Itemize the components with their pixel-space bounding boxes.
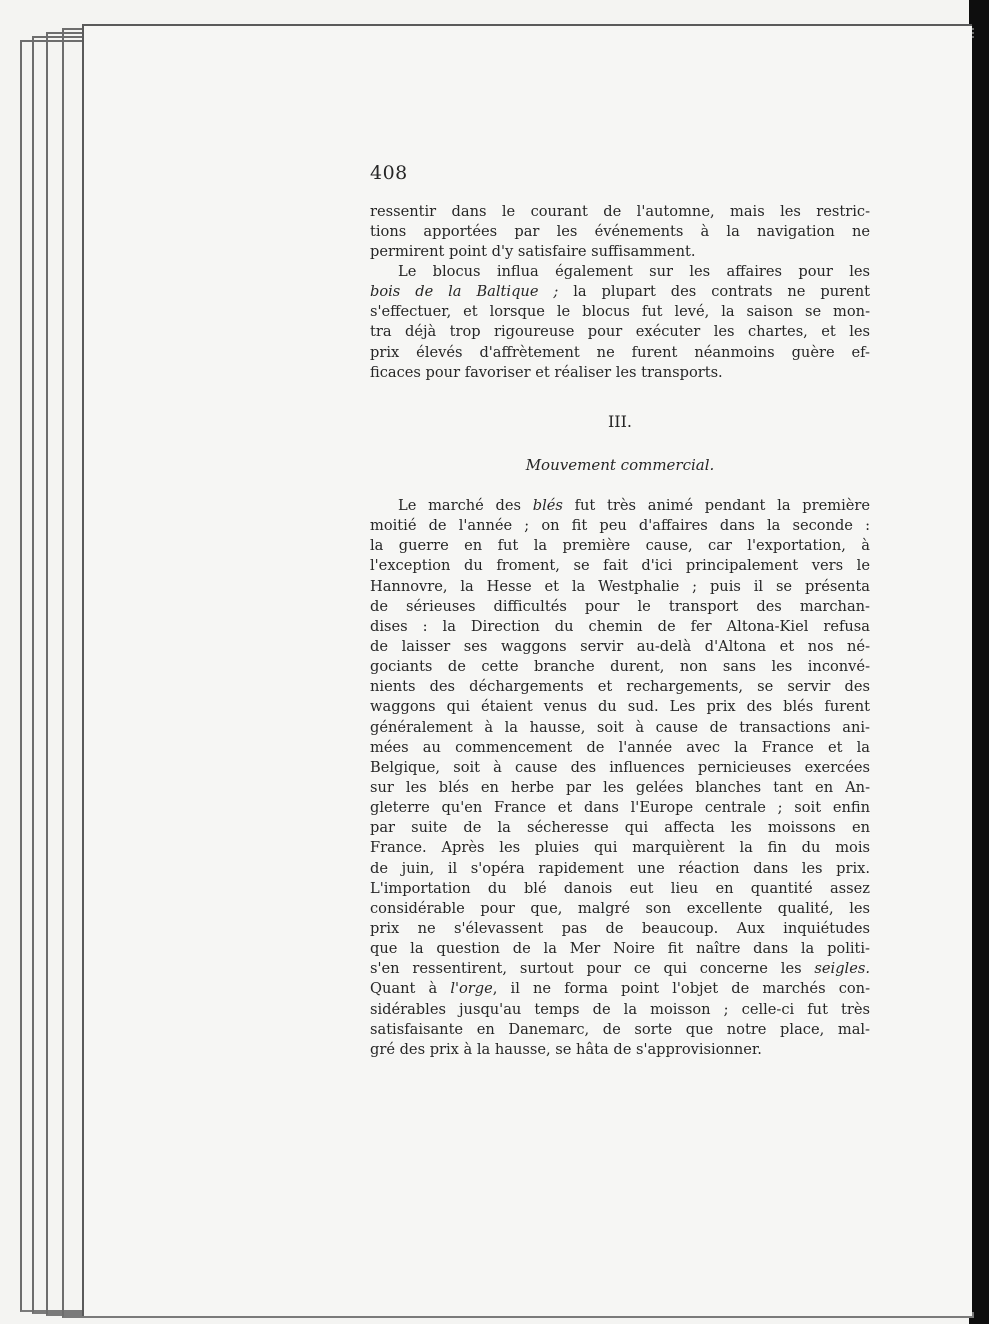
text-line: moitié de l'année ; on fit peu d'affaires dans la seconde : [370,517,870,535]
text-line: sidérables jusqu'au temps de la moisson ; celle-ci fut très [370,1000,870,1018]
text-line: considérable pour que, malgré son excellente qualité, les [370,899,870,917]
text-line: sur les blés en herbe par les gelées blanches tant en An- [370,778,870,796]
text-line: waggons qui étaient venus du sud. Les prix des blés furent [370,698,870,716]
text-line: ficaces pour favoriser et réaliser les transports. [370,363,723,381]
text-line: tra déjà trop rigoureuse pour exécuter les chartes, et les [370,323,870,341]
text-run: Le marché des [398,497,533,514]
paragraph-blocus [370,262,870,383]
text-run: s'en ressentirent, surtout pour ce qui concerne les [370,960,815,978]
text-line: de juin, il s'opéra rapidement une réaction dans les prix. [370,859,870,877]
text-line: permirent point d'y satisfaire suffisamment. [370,243,696,261]
text-line [370,262,870,282]
text-run: la plupart des contrats ne purent [558,283,870,301]
emphasis-text: seigles. [814,960,870,978]
text-line: Belgique, soit à cause des influences pernicieuses exercées [370,758,870,776]
text-line: satisfaisante en Danemarc, de sorte que notre place, mal- [370,1020,870,1038]
text-line: nients des déchargements et rechargements, se servir des [370,678,870,696]
emphasis-text: blés [532,497,563,514]
text-line: France. Après les pluies qui marquièrent la fin du mois [370,839,870,857]
text-run: Le blocus influa également sur les affaires pour les [398,263,870,280]
emphasis-text: l'orge [450,980,493,998]
text-line: de sérieuses difficultés pour le transport des marchan- [370,597,870,615]
text-line: Hannovre, la Hesse et la Westphalie ; puis il se présenta [370,577,870,595]
text-line: L'importation du blé danois eut lieu en quantité assez [370,879,870,897]
text-line: gré des prix à la hausse, se hâta de s'approvisionner. [370,1040,762,1058]
text-line [370,282,870,302]
text-line: de laisser ses waggons servir au-delà d'Altona et nos né- [370,637,870,655]
section-number: III. [607,412,633,431]
text-run: fut très animé pendant la première [562,497,870,514]
text-line: l'exception du froment, se fait d'ici principalement vers le [370,557,870,575]
text-line: dises : la Direction du chemin de fer Altona-Kiel refusa [370,617,870,635]
text-run: Quant à [370,980,451,998]
text-line: que la question de la Mer Noire fit naître dans la politi- [370,940,870,958]
text-line: gleterre qu'en France et dans l'Europe centrale ; soit enfin [370,799,870,817]
page-number: 408 [370,162,408,184]
text-line: prix ne s'élevassent pas de beaucoup. Aux inquiétudes [370,919,870,937]
section-title: Mouvement commercial. [525,456,715,474]
text-line: par suite de la sécheresse qui affecta les moissons en [370,819,870,837]
text-line: tions apportées par les événements à la navigation ne [370,223,870,241]
text-line: la guerre en fut la première cause, car l'exportation, à [370,537,870,555]
text-line: généralement à la hausse, soit à cause de transactions ani- [370,718,870,736]
text-line: mées au commencement de l'année avec la France et la [370,738,870,756]
text-line [370,959,870,979]
paragraph-main [370,496,870,1060]
text-line: prix élevés d'affrètement ne furent néanmoins guère ef- [370,343,870,361]
text-run: , il ne forma point l'objet de marchés con- [492,980,870,998]
text-line: s'effectuer, et lorsque le blocus fut levé, la saison se mon- [370,303,870,321]
text-line: gociants de cette branche durent, non sans les inconvé- [370,658,870,676]
paragraph-continuation [370,202,870,262]
emphasis-text: bois de la Baltique ; [370,283,559,301]
text-line: ressentir dans le courant de l'automne, mais les restric- [370,203,870,220]
text-line [370,979,870,999]
text-line [370,496,870,516]
